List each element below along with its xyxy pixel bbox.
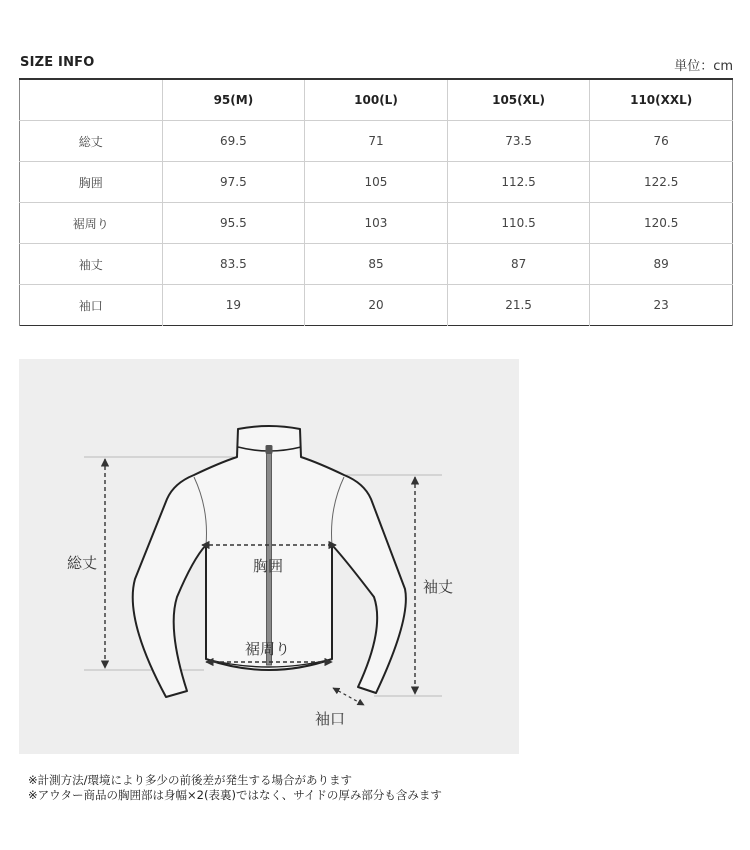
row-label: 胸囲 — [20, 162, 163, 203]
label-sleeve-length: 袖丈 — [423, 578, 454, 596]
size-table — [19, 78, 733, 326]
zipper-pull-icon — [266, 445, 273, 454]
table-cell: 89 — [590, 244, 733, 285]
size-column-header: 95(M) — [162, 79, 305, 121]
table-cell: 85 — [305, 244, 448, 285]
table-cell: 112.5 — [447, 162, 590, 203]
size-info-title: SIZE INFO — [20, 55, 95, 70]
table-cell: 83.5 — [162, 244, 305, 285]
table-cell: 69.5 — [162, 121, 305, 162]
size-column-header: 105(XL) — [447, 79, 590, 121]
row-label: 袖口 — [20, 285, 163, 326]
label-hem: 裾周り — [245, 640, 291, 658]
note-line: ※アウター商品の胸囲部は身幅×2(表裏)ではなく、サイドの厚み部分も含みます — [28, 788, 442, 802]
size-table-header-row — [20, 79, 733, 121]
row-label: 総丈 — [20, 121, 163, 162]
table-cell: 122.5 — [590, 162, 733, 203]
measurement-diagram — [19, 359, 519, 754]
table-cell: 105 — [305, 162, 448, 203]
table-cell: 21.5 — [447, 285, 590, 326]
row-label: 裾周り — [20, 203, 163, 244]
header-corner-cell — [20, 79, 163, 121]
table-row — [20, 203, 733, 244]
table-row — [20, 244, 733, 285]
table-cell: 97.5 — [162, 162, 305, 203]
table-cell: 76 — [590, 121, 733, 162]
table-cell: 20 — [305, 285, 448, 326]
table-cell: 87 — [447, 244, 590, 285]
table-row — [20, 285, 733, 326]
table-row — [20, 162, 733, 203]
label-cuff: 袖口 — [315, 710, 346, 728]
table-row — [20, 121, 733, 162]
table-cell: 23 — [590, 285, 733, 326]
note-line: ※計測方法/環境により多少の前後差が発生する場合があります — [28, 773, 353, 787]
table-cell: 71 — [305, 121, 448, 162]
table-cell: 110.5 — [447, 203, 590, 244]
size-column-header: 100(L) — [305, 79, 448, 121]
unit-label: 単位：cm — [674, 59, 733, 74]
table-cell: 95.5 — [162, 203, 305, 244]
table-cell: 73.5 — [447, 121, 590, 162]
table-cell: 103 — [305, 203, 448, 244]
notes — [28, 773, 442, 803]
size-info-header — [20, 55, 733, 77]
label-chest: 胸囲 — [253, 557, 284, 575]
row-label: 袖丈 — [20, 244, 163, 285]
size-column-header: 110(XXL) — [590, 79, 733, 121]
table-cell: 120.5 — [590, 203, 733, 244]
table-cell: 19 — [162, 285, 305, 326]
label-total-length: 総丈 — [67, 554, 98, 572]
